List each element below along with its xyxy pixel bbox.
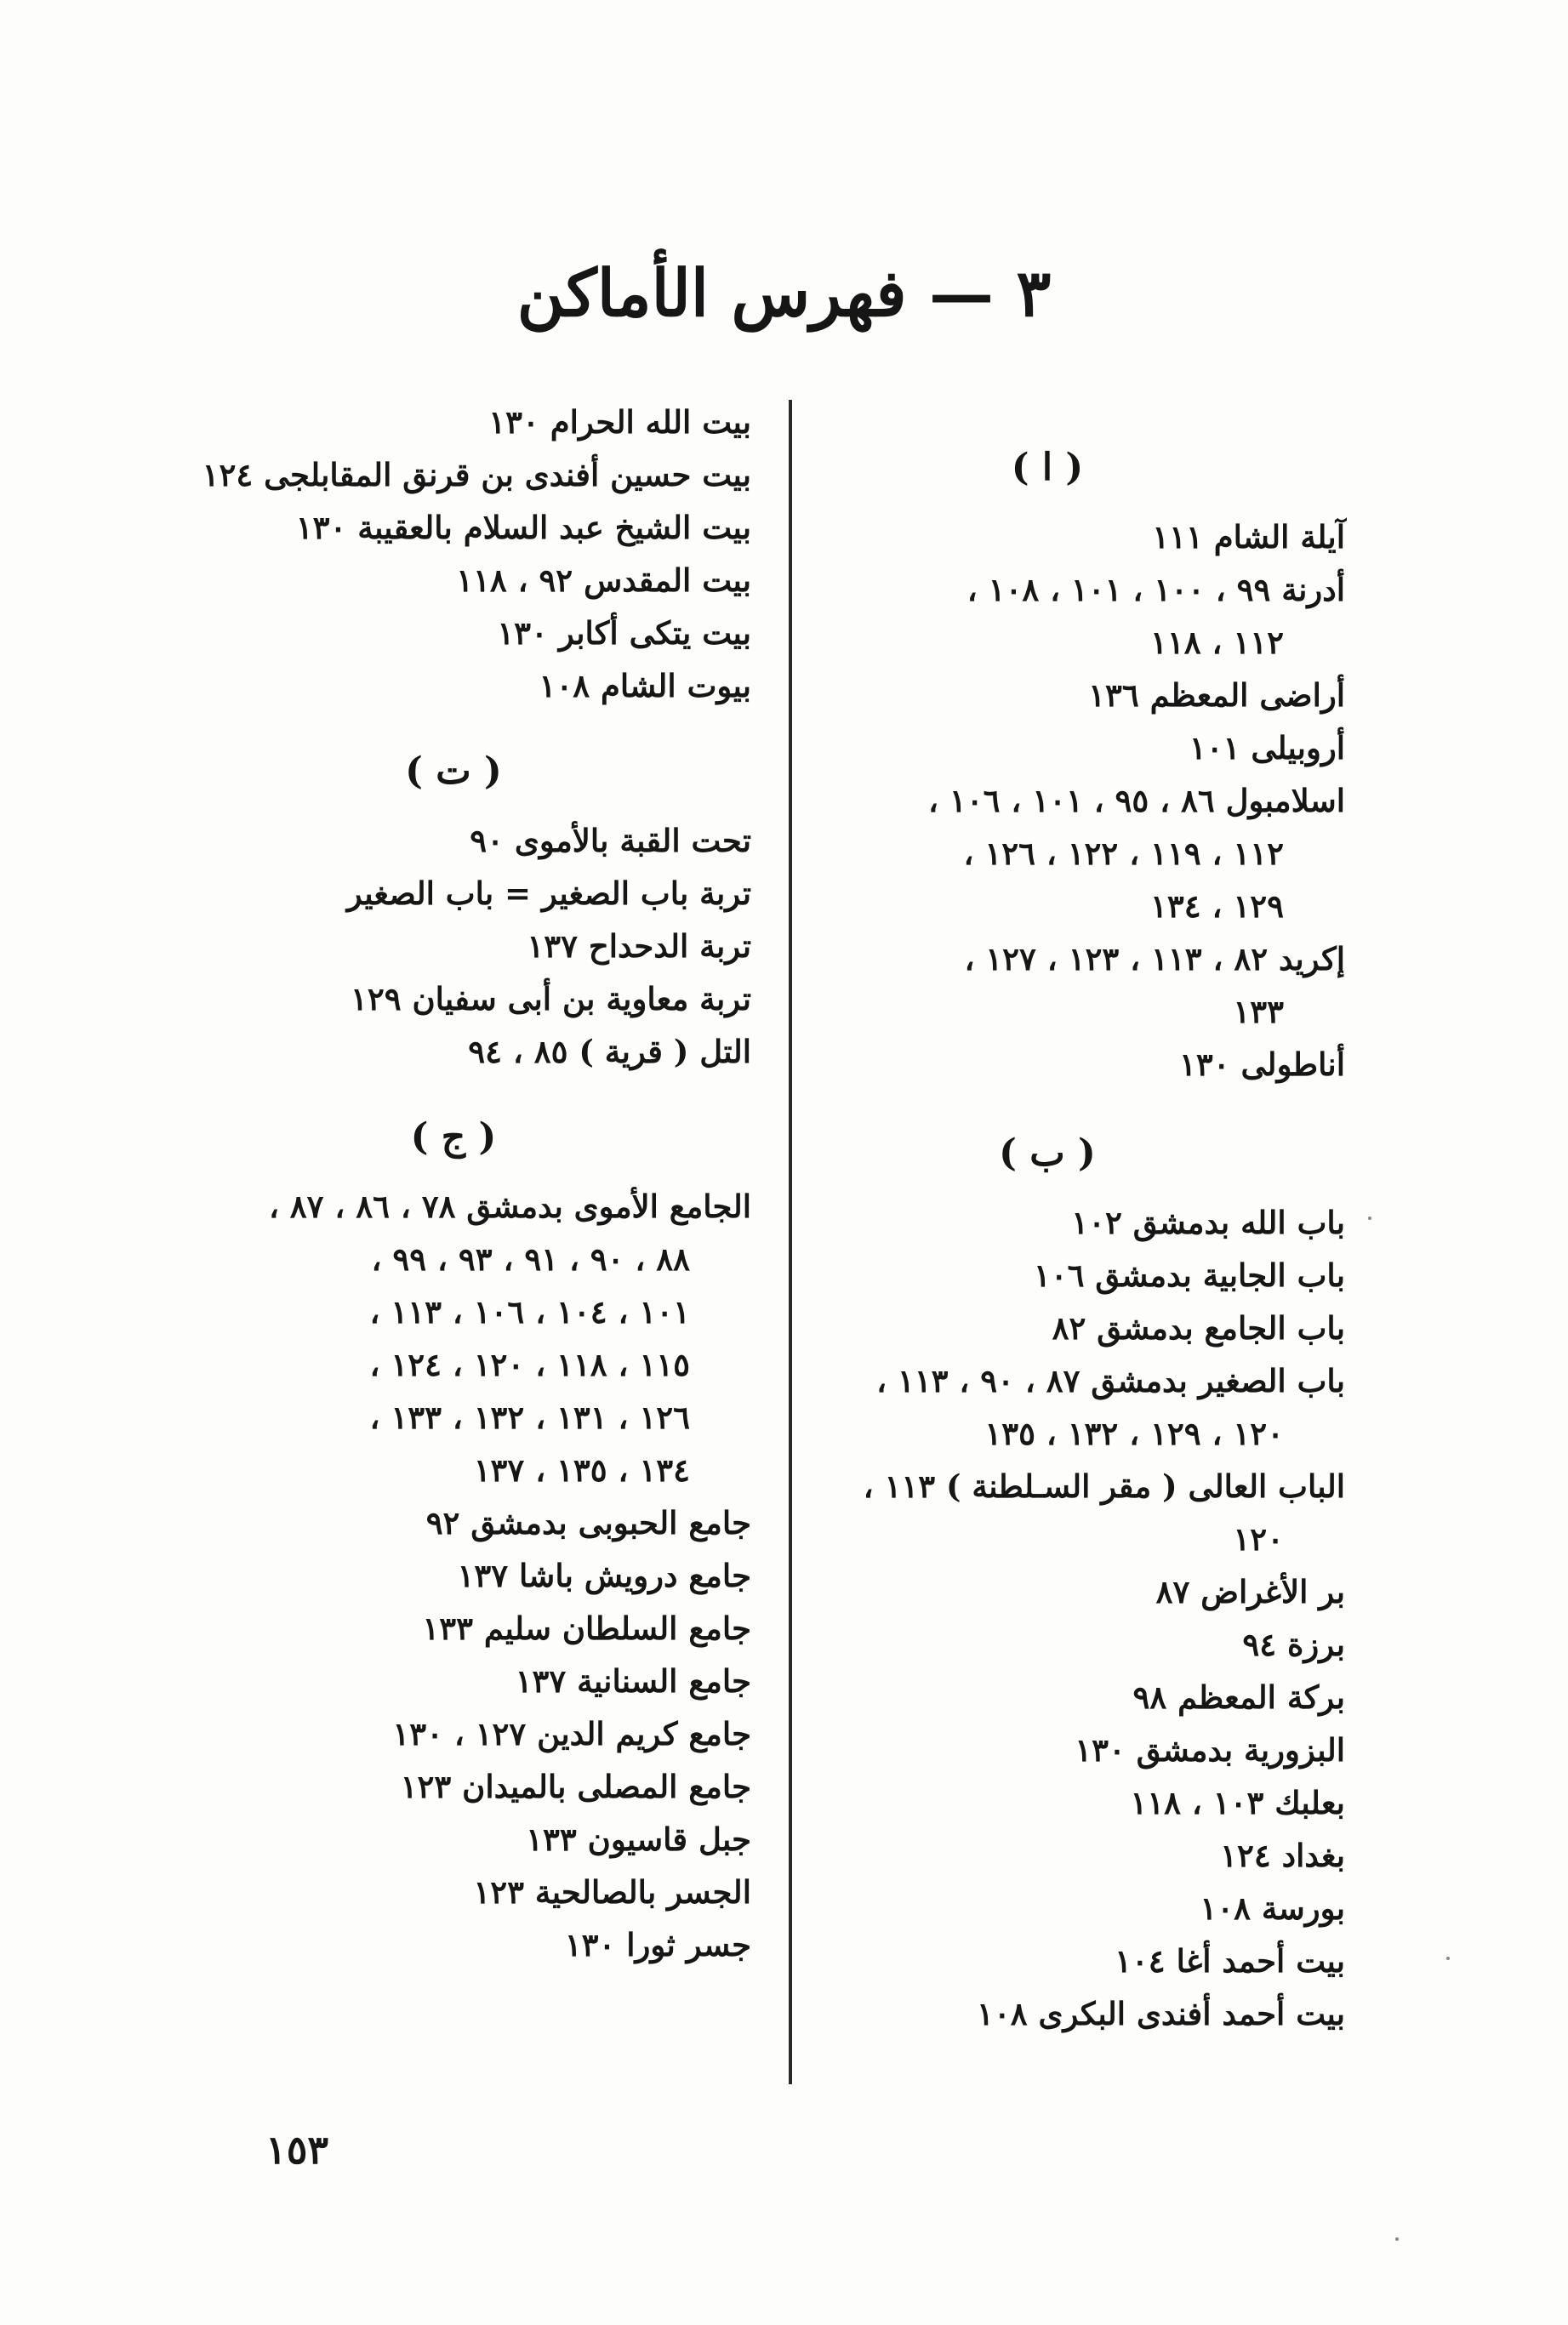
index-entry: جامع درويش باشا ١٣٧ <box>457 1557 751 1594</box>
index-entry-continuation: ١١٥ ، ١١٨ ، ١٢٠ ، ١٢٤ ، <box>369 1346 690 1383</box>
index-entry: باب الجامع بدمشق ٨٢ <box>1052 1309 1345 1347</box>
index-entry: تحت القبة بالأموى ٩٠ <box>470 822 751 859</box>
index-entry: باب الصغير بدمشق ٨٧ ، ٩٠ ، ١١٣ ، <box>876 1362 1345 1399</box>
index-entry: آيلة الشام ١١١ <box>1152 518 1345 556</box>
index-entry: بر الأغراض ٨٧ <box>1155 1573 1345 1610</box>
index-entry-continuation: ١٢٠ ، ١٢٩ ، ١٣٢ ، ١٣٥ <box>984 1415 1284 1452</box>
scan-speck <box>1368 1217 1371 1220</box>
index-entry: تربة باب الصغير = باب الصغير <box>346 875 751 912</box>
section-letter-ta: ( ت ) <box>405 749 502 793</box>
index-entry: الجامع الأموى بدمشق ٧٨ ، ٨٦ ، ٨٧ ، <box>268 1188 751 1225</box>
section-letter-ba: ( ب ) <box>999 1131 1096 1175</box>
index-entry: جامع المصلى بالميدان ١٢٣ <box>400 1768 751 1805</box>
section-letter-jim: ( ج ) <box>410 1115 497 1159</box>
index-entry: جبل قاسيون ١٣٣ <box>526 1821 751 1858</box>
index-entry: جامع السنانية ١٣٧ <box>515 1662 751 1700</box>
page-title: ٣ — فهرس الأماكن <box>516 255 1052 331</box>
index-entry: بيت الشيخ عبد السلام بالعقيبة ١٣٠ <box>295 509 751 546</box>
index-entry-continuation: ١٠١ ، ١٠٤ ، ١٠٦ ، ١١٣ ، <box>369 1293 690 1331</box>
index-entry-continuation: ١٣٤ ، ١٣٥ ، ١٣٧ <box>473 1451 690 1489</box>
index-entry: بعلبك ١٠٣ ، ١١٨ <box>1130 1784 1345 1821</box>
index-entry: بيت أحمد أفندى البكرى ١٠٨ <box>977 1995 1345 2032</box>
index-entry: بورسة ١٠٨ <box>1200 1889 1345 1927</box>
scan-speck <box>1446 1957 1450 1960</box>
index-entry: جامع السلطان سليم ١٣٣ <box>422 1610 751 1647</box>
left-column <box>156 396 751 1971</box>
index-entry: اسلامبول ٨٦ ، ٩٥ ، ١٠١ ، ١٠٦ ، <box>928 782 1345 819</box>
index-entry: بيت حسين أفندى بن قرنق المقابلجى ١٢٤ <box>202 456 751 493</box>
index-entry: أروبيلى ١٠١ <box>1189 729 1345 766</box>
index-entry: باب الله بدمشق ١٠٢ <box>1071 1204 1345 1241</box>
index-entry: أناطولى ١٣٠ <box>1178 1046 1345 1083</box>
index-entry: بركة المعظم ٩٨ <box>1132 1678 1345 1716</box>
index-entry-continuation: ٨٨ ، ٩٠ ، ٩١ ، ٩٣ ، ٩٩ ، <box>371 1240 690 1278</box>
index-entry: برزة ٩٤ <box>1242 1626 1345 1663</box>
index-entry: جامع كريم الدين ١٢٧ ، ١٣٠ <box>392 1715 751 1752</box>
scan-speck <box>1395 2237 1399 2241</box>
index-entry: البزورية بدمشق ١٣٠ <box>1075 1731 1345 1769</box>
index-entry-continuation: ١٢٠ <box>1233 1520 1284 1558</box>
index-entry-continuation: ١٢٩ ، ١٣٤ <box>1150 887 1284 925</box>
index-entry: الباب العالى ( مقر السـلطنة ) ١١٣ ، <box>863 1467 1345 1505</box>
index-entry: باب الجابية بدمشق ١٠٦ <box>1033 1257 1345 1294</box>
index-entry: بغداد ١٢٤ <box>1220 1837 1345 1874</box>
index-entry: تربة معاوية بن أبى سفيان ١٢٩ <box>350 980 751 1017</box>
column-divider <box>789 400 792 2084</box>
right-column <box>750 425 1345 2040</box>
index-entry: جامع الحبوبى بدمشق ٩٢ <box>425 1504 751 1541</box>
index-entry: بيت يتكى أكابر ١٣٠ <box>497 614 751 652</box>
index-entry-continuation: ١٢٦ ، ١٣١ ، ١٣٢ ، ١٣٣ ، <box>369 1399 690 1436</box>
index-entry: جسر ثورا ١٣٠ <box>564 1926 751 1963</box>
index-entry: أدرنة ٩٩ ، ١٠٠ ، ١٠١ ، ١٠٨ ، <box>966 571 1345 608</box>
index-entry-continuation: ١١٢ ، ١١٨ <box>1150 624 1284 661</box>
index-entry-continuation: ١١٢ ، ١١٩ ، ١٢٢ ، ١٢٦ ، <box>963 835 1284 872</box>
section-letter-alif: ( ا ) <box>1011 446 1084 489</box>
index-entry: تربة الدحداح ١٣٧ <box>527 927 751 965</box>
index-entry: بيت الله الحرام ١٣٠ <box>488 403 751 441</box>
page-number: ١٥٣ <box>265 2127 329 2173</box>
index-entry: الجسر بالصالحية ١٢٣ <box>473 1873 751 1911</box>
index-entry: التل ( قرية ) ٨٥ ، ٩٤ <box>468 1033 751 1070</box>
index-entry: أراضى المعظم ١٣٦ <box>1088 676 1345 714</box>
index-entry: بيوت الشام ١٠٨ <box>539 667 751 704</box>
index-entry: إكريد ٨٢ ، ١١٣ ، ١٢٣ ، ١٢٧ ، <box>964 940 1345 977</box>
index-entry: بيت المقدس ٩٢ ، ١١٨ <box>456 561 751 599</box>
index-entry-continuation: ١٣٣ <box>1233 993 1284 1030</box>
index-entry: بيت أحمد أغا ١٠٤ <box>1115 1942 1345 1980</box>
